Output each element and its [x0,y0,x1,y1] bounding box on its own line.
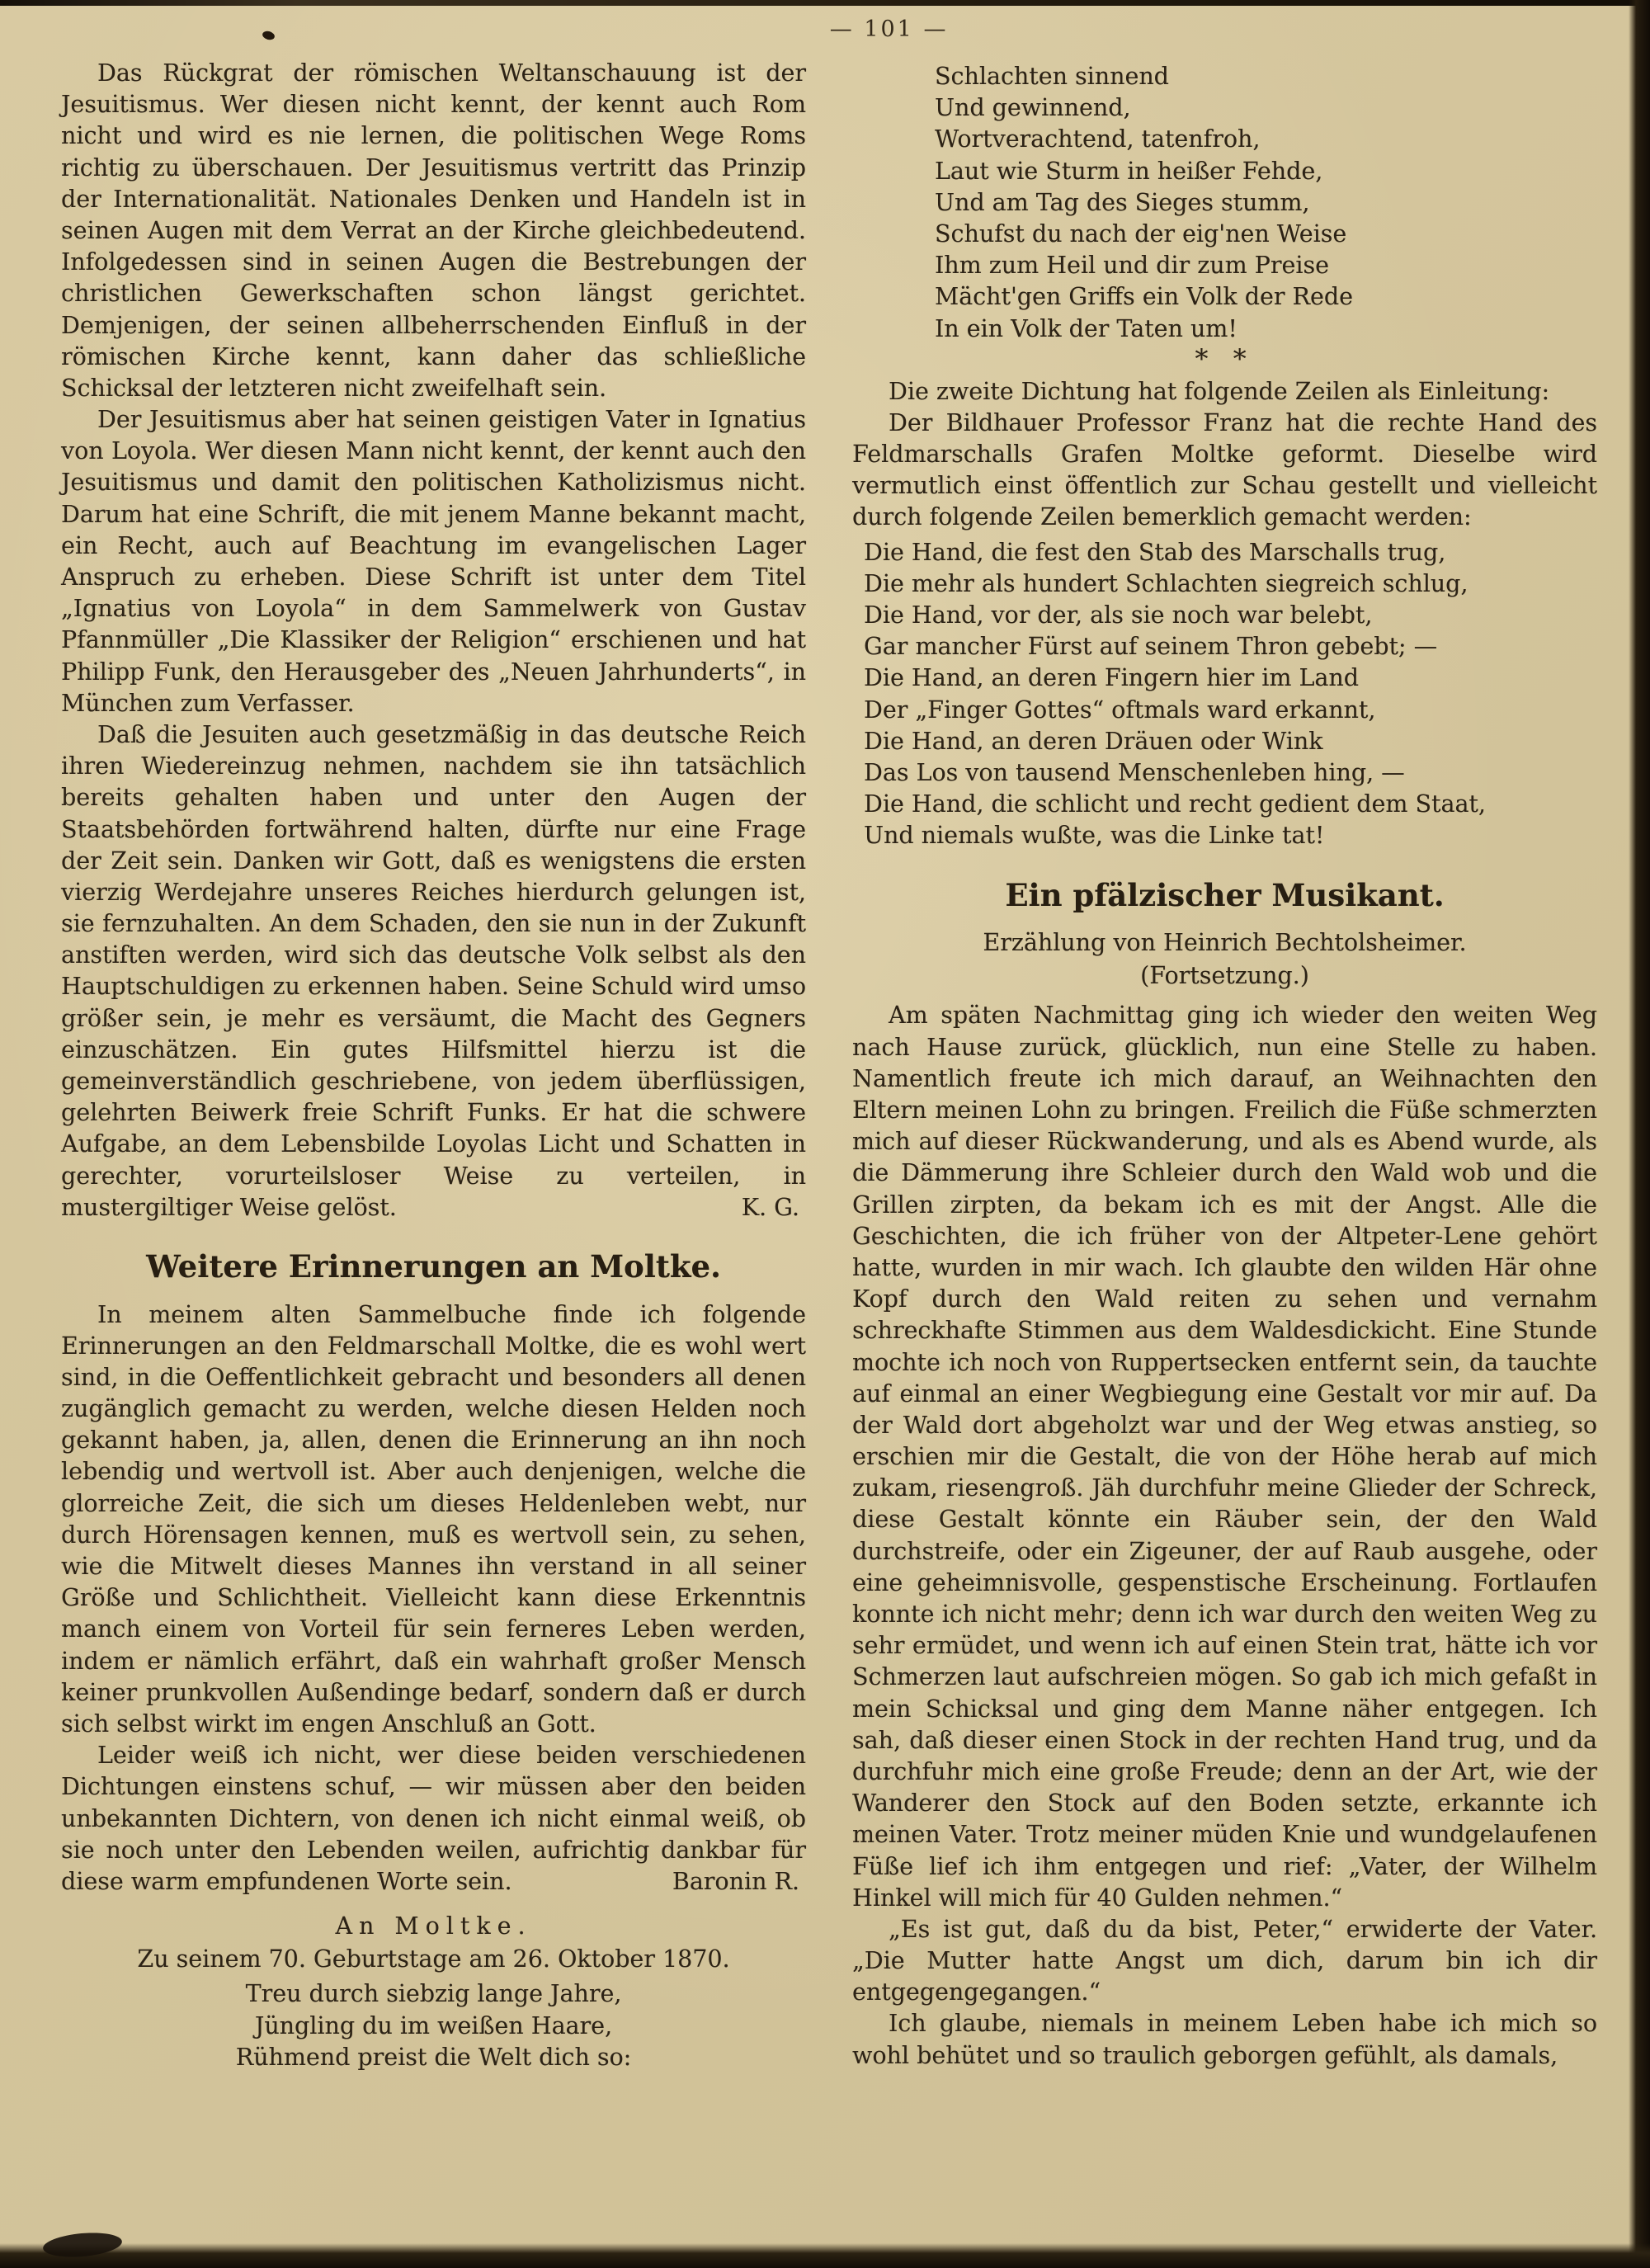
poem-line: Die Hand, die fest den Stab des Marschalls trug, [864,538,1446,566]
poem-line: Mächt'gen Griffs ein Volk der Rede [935,283,1353,311]
poem-line: Laut wie Sturm in heißer Fehde, [935,157,1323,185]
scan-edge-bottom [0,2243,1650,2268]
moltke-paragraph-2 [61,1740,806,1898]
second-poem-intro: Die zweite Dichtung hat folgende Zeilen als Einleitung: [889,377,1550,405]
poem-line: Und niemals wußte, was die Linke tat! [864,822,1325,850]
poem-line: Rühmend preist die Welt dich so: [235,2043,632,2071]
moltke-poem-start [61,1978,806,2073]
moltke-poem-dedication: Zu seinem 70. Geburtstage am 26. Oktober 1870. [137,1945,730,1973]
musikant-article-title: Ein pfälzischer Musikant. [1005,876,1445,913]
two-column-layout [61,58,1597,2232]
jesuit-paragraph-3-text: Daß die Jesuiten auch gesetzmäßig in das deutsche Reich ihren Wiedereinzug nehmen, nachdem sie ihn tatsächlich bereits gehalten haben und unter den Augen der Staatsbehörden fortwährend halten, dürfte nur eine Frage der Zeit sein. Danken wir Gott, daß es wenigstens die ersten vierzig Werdejahre unseres Reiches hierdurch gelungen ist, sie fernzuhalten. An dem Schaden, den sie nun in der Zukunft anstiften werden, wird sich das deutsche Volk selbst als den Hauptschuldigen zu erkennen haben. Seine Schuld wird umso größer sein, je mehr es versäumt, die Macht des Gegners einzuschätzen. Ein gutes Hilfsmittel hierzu ist die gemeinverständlich geschriebene, von jedem überflüssigen, gelehrten Beiwerk freie Schrift Funks. Er hat die schwere Aufgabe, an dem Lebensbilde Loyolas Licht und Schatten in gerechter, vorurteilsloser Weise zu verteilen, in mustergiltiger Weise gelöst. [61,720,806,1221]
jesuit-signature: K. G. [741,1193,799,1221]
musikant-byline: Erzählung von Heinrich Bechtolsheimer. [983,929,1467,957]
jesuit-paragraph-1: Das Rückgrat der römischen Weltanschauung ist der Jesuitismus. Wer diesen nicht kennt, der kennt auch Rom nicht und wird es nie lernen, die politischen Wege Roms richtig zu überschauen. Der Jesuitismus vertritt das Prinzip der Internationalität. Nationales Denken und Handeln ist in seinen Augen mit dem Verrat an der Kirche gleichbedeutend. Infolgedessen sind in seinen Augen die Bestrebungen der christlichen Gewerkschaften schon längst gerichtet. Demjenigen, der seinen allbeherrschenden Einfluß in der römischen Kirche kennt, kann daher das schließliche Schicksal der letzteren nicht zweifelhaft sein. [61,59,806,402]
hand-poem [864,537,1597,852]
scan-edge-top [0,0,1650,6]
musikant-paragraph-2: „Es ist gut, daß du da bist, Peter,“ erwiderte der Vater. „Die Mutter hatte Angst um dich, darum bin ich dir entgegengegangen.“ [852,1915,1597,2006]
scan-edge-right [1629,0,1650,2268]
poem-line: Und gewinnend, [935,94,1131,122]
second-poem-preface: Der Bildhauer Professor Franz hat die rechte Hand des Feldmarschalls Grafen Moltke geformt. Dieselbe wird vermutlich einst öffentlich zur Schau gestellt und vielleicht durch folgende Zeilen bemerklich gemacht werden: [852,408,1597,531]
asterisk-separator: * * [1195,342,1255,375]
poem-line: Die Hand, an deren Fingern hier im Land [864,664,1360,692]
poem-line: Und am Tag des Sieges stumm, [935,188,1310,216]
poem-line: Schlachten sinnend [935,63,1169,90]
page-number: — 101 — [829,17,949,42]
moltke-poem-continuation [935,61,1597,345]
poem-line: In ein Volk der Taten um! [935,314,1238,342]
moltke-poem-title: An Moltke. [335,1912,532,1940]
poem-line: Das Los von tausend Menschenleben hing, — [864,758,1405,786]
poem-line: Die mehr als hundert Schlachten siegreich schlug, [864,569,1468,597]
musikant-paragraph-1: Am späten Nachmittag ging ich wieder den weiten Weg nach Hause zurück, glücklich, nun eine Stelle zu haben. Namentlich freute ich mich darauf, an Weihnachten den Eltern meinen Lohn zu bringen. Freilich die Füße schmerzten mich auf dieser Rückwanderung, und als es Abend wurde, als die Dämmerung ihre Schleier durch den Wald wob und die Grillen zirpten, da bekam ich es mit der Angst. Alle die Geschichten, die ich früher von der Altpeter-Lene gehört hatte, wurden in mir wach. Ich glaubte den wilden Här ohne Kopf durch den Wald reiten zu sehen und vernahm schreckhafte Stimmen aus dem Waldesdickicht. Eine Stunde mochte ich noch von Ruppertsecken entfernt sein, da tauchte auf einmal an einer Wegbiegung eine Gestalt vor mir auf. Da der Wald dort abgeholzt war und der Weg etwas anstieg, so erschien mir die Gestalt, die von der Höhe herab auf mich zukam, riesengroß. Jäh durchfuhr meine Glieder der Schreck, diese Gestalt könnte ein Räuber sein, der den Wald durchstreife, oder ein Zigeuner, der auf Raub ausgehe, oder eine geheimnisvolle, gespenstische Erscheinung. Fortlaufen konnte ich nicht mehr; denn ich war durch den weiten Weg zu sehr ermüdet, und wenn ich auf einen Stein trat, hätte ich vor Schmerzen laut aufschreien mögen. So gab ich mich gefaßt in mein Schicksal und ging dem Manne näher entgegen. Ich sah, daß dieser einen Stock in der rechten Hand trug, und da durchfuhr mich eine große Freude; denn an der Art, wie der Wanderer den Stock auf den Boden setzte, erkannte ich meinen Vater. Trotz meiner müden Knie und wundgelaufenen Füße lief ich ihm entgegen und rief: „Vater, der Wilhelm Hinkel will mich für 40 Gulden nehmen.“ [852,1002,1597,1912]
poem-line: Schufst du nach der eig'nen Weise [935,219,1347,248]
poem-line: Die Hand, vor der, als sie noch war belebt, [864,601,1373,629]
poem-line: Gar mancher Fürst auf seinem Thron gebebt; — [864,633,1438,661]
moltke-article-title: Weitere Erinnerungen an Moltke. [146,1247,721,1285]
musikant-continuation-note: (Fortsetzung.) [1140,962,1309,990]
jesuit-paragraph-2: Der Jesuitismus aber hat seinen geistigen Vater in Ignatius von Loyola. Wer diesen Mann nicht kennt, der kennt auch den Jesuitismus und damit den politischen Katholizismus nicht. Darum hat eine Schrift, die mit jenem Manne bekannt macht, ein Recht, auch auf Beachtung im evangelischen Lager Anspruch zu erheben. Diese Schrift ist unter dem Titel „Ignatius von Loyola“ in dem Sammelwerk von Gustav Pfannmüller „Die Klassiker der Religion“ erschienen und hat Philipp Funk, den Herausgeber des „Neuen Jahrhunderts“, in München zum Verfasser. [61,406,806,717]
poem-line: Der „Finger Gottes“ oftmals ward erkannt, [864,695,1376,724]
ink-spot [262,30,276,41]
moltke-signature: Baronin R. [672,1867,799,1895]
moltke-paragraph-2-text: Leider weiß ich nicht, wer diese beiden verschiedenen Dichtungen einstens schuf, — wir müssen aber den beiden unbekannten Dichtern, von denen ich nicht einmal weiß, ob sie noch unter den Lebenden weilen, aufrichtig dankbar für diese warm empfundenen Worte sein. [61,1742,806,1895]
jesuit-paragraph-3 [61,719,806,1224]
poem-line: Die Hand, an deren Dräuen oder Wink [864,727,1323,755]
left-column [61,58,806,2232]
poem-line: Wortverachtend, tatenfroh, [935,125,1261,153]
moltke-paragraph-1: In meinem alten Sammelbuche finde ich folgende Erinnerungen an den Feldmarschall Moltke, die es wohl wert sind, in die Oeffentlichkeit gebracht und besonders all denen zugänglich gemacht zu werden, welche diesen Helden noch gekannt haben, ja, allen, denen die Erinnerung an ihn noch lebendig und wertvoll ist. Aber auch denjenigen, welche die glorreiche Zeit, die sich um dieses Heldenleben webt, nur durch Hörensagen kennen, muß es wertvoll sein, zu sehen, wie die Mitwelt dieses Mannes ihn verstand in all seiner Größe und Schlichtheit. Vielleicht kann diese Erkenntnis manch einem von Vorteil für sein ferneres Leben werden, indem er nämlich erfährt, daß ein wahrhaft großer Mensch keiner prunkvollen Außendinge bedarf, sondern daß er durch sich selbst wirkt im engen Anschluß an Gott. [61,1300,806,1738]
right-column [852,58,1597,2232]
poem-line: Ihm zum Heil und dir zum Preise [935,252,1329,280]
poem-line: Die Hand, die schlicht und recht gedient dem Staat, [864,790,1486,818]
musikant-paragraph-3: Ich glaube, niemals in meinem Leben habe ich mich so wohl behütet und so traulich geborgen gefühlt, als damals, [852,2010,1597,2069]
poem-line: Jüngling du im weißen Haare, [254,2011,613,2039]
poem-line: Treu durch siebzig lange Jahre, [245,1980,622,2008]
